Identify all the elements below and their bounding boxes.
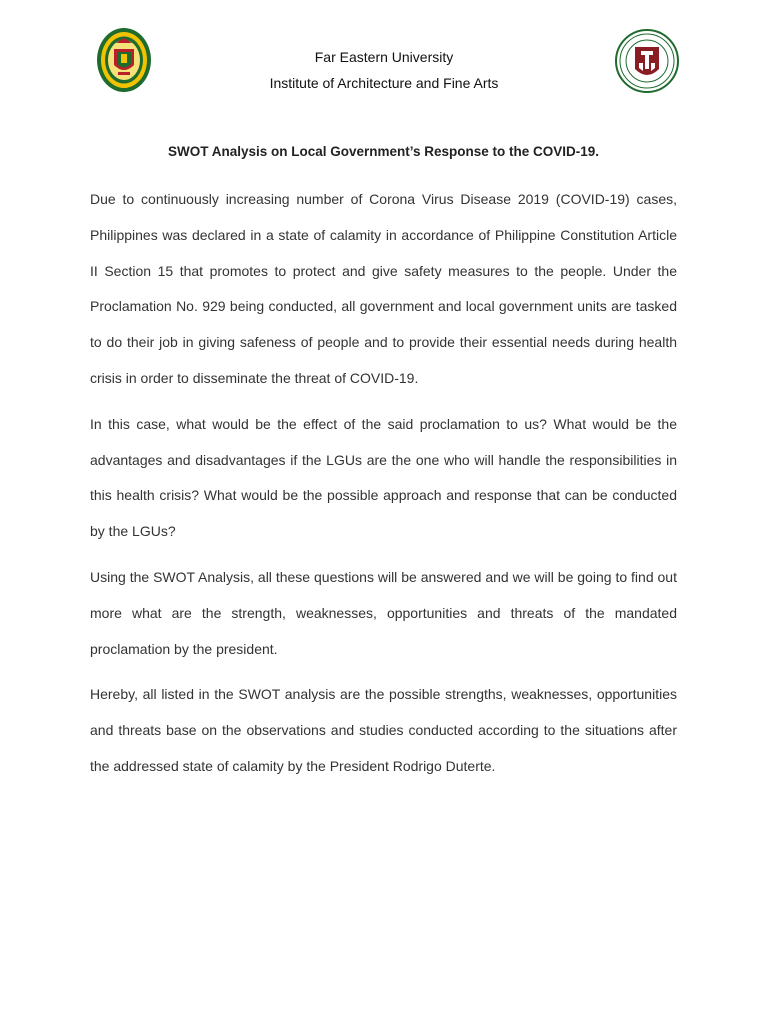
iarfa-seal-icon xyxy=(615,29,679,93)
institute-name: Institute of Architecture and Fine Arts xyxy=(269,75,499,91)
paragraph: Using the SWOT Analysis, all these questions will be answered and we will be going to find out more what are the strength, weaknesses, opportunities and threats of the mandated proclamation by the president. xyxy=(90,568,677,657)
paragraph: Hereby, all listed in the SWOT analysis are the possible strengths, weaknesses, opportunities and threats base on the observations and studies conducted according to the situations after the addressed state of calamity by the President Rodrigo Duterte. xyxy=(90,686,677,774)
document-title: SWOT Analysis on Local Government’s Response to the COVID-19. xyxy=(167,144,600,159)
paragraph: Due to continuously increasing number of Corona Virus Disease 2019 (COVID-19) cases, Philippines was declared in a state of calamity in accordance of Philippine Constitution Article II Section 15 that promotes to protect and give safety measures to the people. Under the Proclamation No. 929 being conducted, all government and local government units are tasked to do their job in giving safeness of people and to provide their essential needs during health crisis in order to disseminate the threat of COVID-19. xyxy=(90,191,677,386)
document-body xyxy=(90,182,677,795)
paragraph: In this case, what would be the effect of the said proclamation to us? What would be the advantages and disadvantages if the LGUs are the one who will handle the responsibilities in this health crisis? What would be the possible approach and response that can be conducted by the LGUs? xyxy=(90,415,677,540)
university-name: Far Eastern University xyxy=(314,49,454,65)
